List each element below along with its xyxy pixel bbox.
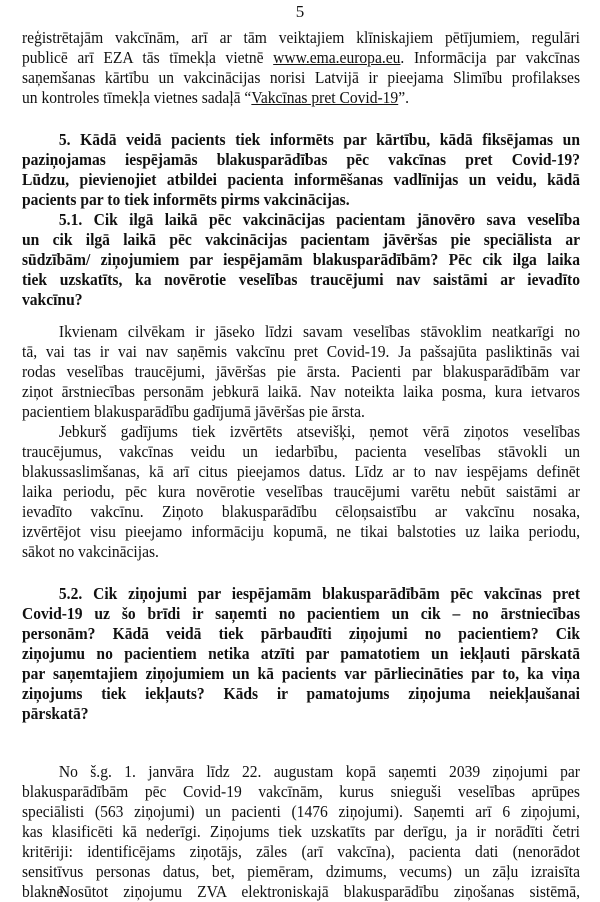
text-line: ziņojums tiek iekļauts? Kāds ir pamatojums ziņojuma neiekļaušanai (22, 684, 580, 703)
text-line: ziņojumu no pacientiem netika atzīti par pamatotiem un iekļauti pārskatā (22, 644, 580, 663)
text-line: Ikvienam cilvēkam ir jāseko līdzi savam veselības stāvoklim neatkarīgi no (58, 322, 580, 341)
text-line: ziņot ārstniecības personām jebkurā laikā. Nav noteikta laika posma, kura ietvaros (22, 382, 580, 401)
text-line: speciālisti (563 ziņojumi) un pacienti (1476 ziņojumi). Saņemti arī 6 ziņojumi, (22, 802, 580, 821)
text-line: tā, vai tas ir vai nav saņēmis vakcīnu pret Covid-19. Ja pašsajūta pasliktinās vai (22, 342, 580, 361)
text-line: izvērtējot visu pieejamo informāciju kopumā, ne tikai balstoties uz laika periodu, (22, 522, 580, 541)
text-line: Nosūtot ziņojumu ZVA elektroniskajā blakusparādību ziņošanas sistēmā, (58, 882, 580, 901)
text-line: ievadīto vakcīnu. Ziņoto blakusparādību cēloņsaistību ar vakcīnu nosaka, (22, 502, 580, 521)
answer-5-2-paragraph-1 (22, 762, 580, 902)
text-line: laika periodu, pēc kura novērotie veselības traucējumi varētu nebūt saistāmi ar (22, 482, 580, 501)
answer-5-1-paragraph-1 (22, 322, 580, 422)
text-line: sūdzībām/ ziņojumiem par iespējamām blakusparādībām? Pēc cik ilga laika (22, 250, 580, 269)
text-line: kritēriji: identificējams ziņotājs, zāles (arī vakcīna), pacienta dati (nenorādot (22, 842, 580, 861)
text-line (22, 88, 580, 108)
text-line: par saņemtajiem ziņojumiem un kā pacients var pārliecināties par to, ka viņa (22, 664, 580, 683)
text-line: 5.1. Cik ilgā laikā pēc vakcinācijas pacientam jānovēro sava veselība (58, 210, 580, 229)
text-line: Jebkurš gadījums tiek izvērtēts atsevišķi, ņemot vērā ziņotos veselības (58, 422, 580, 441)
intro-paragraph (22, 28, 580, 108)
text-line: sensitīvus personas datus, bet, piemēram, dzimums, vecums) un zāļu izraisīta (22, 862, 580, 881)
hyperlink[interactable]: Vakcīnas pret Covid-19 (251, 88, 399, 107)
hyperlink[interactable]: www.ema.europa.eu (273, 48, 401, 67)
text-line: 5.2. Cik ziņojumi par iespējamām blakusparādībām pēc vakcīnas pret (58, 584, 580, 603)
answer-5-1-paragraph-2 (22, 422, 580, 562)
text-line: pacientiem blakusparādību gadījumā jāvēršas pie ārsta. (22, 402, 365, 421)
text-line: rodas veselības traucējumi, jāvēršas pie ārsta. Pacienti par blakusparādībām var (22, 362, 580, 381)
text-segment: ”. (398, 88, 410, 107)
text-segment: publicē arī EZA tās tīmekļa vietnē (22, 48, 274, 67)
text-line: pārskatā? (22, 704, 89, 723)
text-line: blakusparādībām pēc Covid-19 vakcīnām, kurus snieguši veselības aprūpes (22, 782, 580, 801)
text-line: Covid-19 uz šo brīdi ir saņemti no pacientiem un cik – no ārstniecības (22, 604, 580, 623)
question-5 (22, 130, 580, 210)
text-segment: un kontroles tīmekļa vietnes sadaļā “ (22, 88, 252, 107)
text-line: 5. Kādā veidā pacients tiek informēts par kārtību, kādā fiksējamas un (58, 130, 580, 149)
text-segment: . Informācija par vakcīnas (400, 48, 580, 67)
text-line: pacients par to tiek informēts pirms vakcinācijas. (22, 190, 350, 209)
question-5-2 (22, 584, 580, 724)
answer-5-2-paragraph-2 (22, 882, 580, 902)
text-line: un cik ilgā laikā pēc vakcinācijas pacientam jāvēršas pie speciālista ar (22, 230, 580, 249)
text-line: vakcīnu? (22, 290, 83, 309)
question-5-1 (22, 210, 580, 310)
text-line: No š.g. 1. janvāra līdz 22. augustam kopā saņemti 2039 ziņojumi par (58, 762, 580, 781)
text-line: traucējumus, vakcīnas veidu un iedarbību, pacienta veselības stāvokli un (22, 442, 580, 461)
text-line: Lūdzu, pievienojiet atbildei pacienta informēšanas vadlīnijas un veidu, kādā (22, 170, 580, 189)
text-line (22, 48, 580, 68)
text-line: tiek uzskatīts, ka novērotie veselības traucējumi nav saistāmi ar ievadīto (22, 270, 580, 289)
text-line: sākot no vakcinācijas. (22, 542, 159, 561)
text-line: kas klasificēti kā nederīgi. Ziņojums tiek uzskatīts par derīgu, ja ir norādīti četri (22, 822, 580, 841)
text-line: personām? Kādā veidā tiek pārbaudīti ziņojumi no pacientiem? Cik (22, 624, 580, 643)
text-line: reģistrētajām vakcīnām, arī ar tām veiktajiem klīniskajiem pētījumiem, regulāri (22, 28, 580, 47)
page-number: 5 (295, 2, 305, 21)
text-line: blakne. (22, 882, 68, 901)
text-line: saņemšanas kārtību un vakcinācijas norisi Latvijā ir pieejama Slimību profilakses (22, 68, 580, 87)
text-line: paziņojamas iespējamās blakusparādības pēc vakcīnas pret Covid-19? (22, 150, 580, 169)
text-line: blakussaslimšanas, kā arī citus pieejamos datus. Līdz ar to nav iespējams definēt (22, 462, 580, 481)
